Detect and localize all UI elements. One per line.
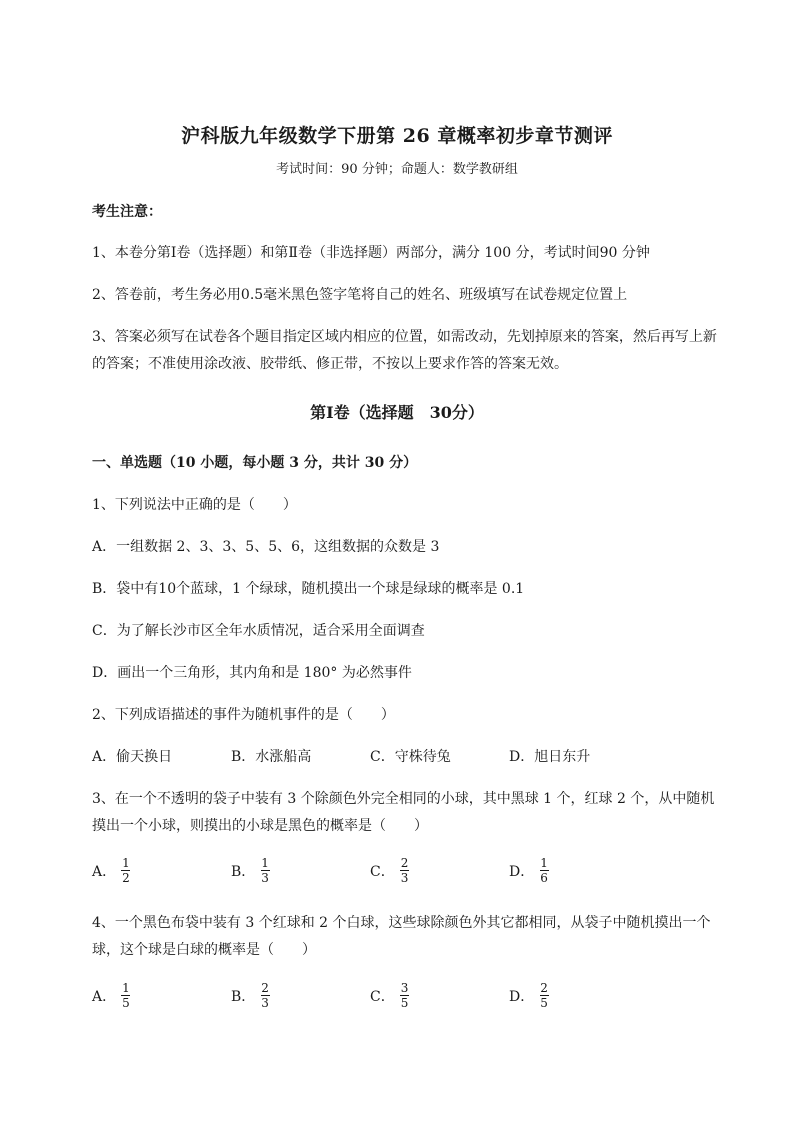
option-label: C．: [370, 988, 395, 1005]
fraction: [120, 856, 132, 885]
q1-option-d: D．画出一个三角形，其内角和是 180° 为必然事件: [92, 665, 412, 681]
denominator: 3: [400, 871, 409, 885]
page-title: 沪科版九年级数学下册第 26 章概率初步章节测评: [181, 125, 613, 147]
fraction: [538, 856, 550, 885]
fraction: [538, 981, 550, 1010]
q4-stem-line1: 4、一个黑色布袋中装有 3 个红球和 2 个白球，这些球除颜色外其它都相同，从袋子中随机摸出一个: [92, 915, 711, 931]
q4-option-b: [231, 981, 271, 1010]
numerator: 1: [122, 856, 130, 870]
part-heading: 一、单选题（10 小题，每小题 3 分，共计 30 分）: [92, 455, 418, 471]
numerator: 1: [261, 856, 269, 870]
q1-stem: 1、下列说法中正确的是（ ）: [92, 497, 297, 513]
q3-stem-line1: 3、在一个不透明的袋子中装有 3 个除颜色外完全相同的小球，其中黑球 1 个，红球 2 个，从中随机: [92, 791, 715, 807]
numerator: 2: [261, 981, 269, 995]
option-label: A．: [92, 988, 117, 1005]
note-item-3: 3、答案必须写在试卷各个题目指定区域内相应的位置，如需改动，先划掉原来的答案，然后再写上新: [92, 329, 717, 345]
fraction: [399, 981, 411, 1010]
q2-option-c: C．守株待兔: [370, 749, 451, 765]
q3-option-a: [92, 856, 132, 885]
exam-info: 考试时间：90 分钟；命题人：数学教研组: [276, 162, 518, 177]
q4-option-c: [370, 981, 410, 1010]
q1-option-b: B．袋中有10个蓝球，1 个绿球，随机摸出一个球是绿球的概率是 0.1: [92, 581, 525, 597]
fraction: [120, 981, 132, 1010]
section-title: 第Ⅰ卷（选择题 30分）: [310, 403, 484, 422]
q2-option-b: B．水涨船高: [231, 749, 312, 765]
option-label: C．: [370, 863, 395, 880]
option-label: B．: [231, 863, 256, 880]
q1-option-a: A．一组数据 2、3、3、5、5、6，这组数据的众数是 3: [92, 539, 440, 555]
denominator: 3: [261, 871, 269, 885]
option-label: D．: [509, 988, 535, 1005]
numerator: 1: [122, 981, 130, 995]
option-label: D．: [509, 863, 535, 880]
numerator: 2: [540, 981, 548, 995]
note-item-2: 2、答卷前，考生务必用0.5毫米黑色签字笔将自己的姓名、班级填写在试卷规定位置上: [92, 287, 628, 303]
numerator: 1: [540, 856, 548, 870]
denominator: 5: [540, 996, 548, 1010]
option-label: A．: [92, 863, 117, 880]
denominator: 5: [122, 996, 130, 1010]
denominator: 3: [261, 996, 269, 1010]
q3-stem-line2: 摸出一个小球，则摸出的小球是黑色的概率是（ ）: [92, 818, 428, 834]
fraction: [399, 856, 411, 885]
option-label: B．: [231, 988, 256, 1005]
q2-stem: 2、下列成语描述的事件为随机事件的是（ ）: [92, 707, 395, 723]
denominator: 5: [400, 996, 409, 1010]
fraction: [259, 981, 271, 1010]
denominator: 6: [540, 871, 548, 885]
notes-heading: 考生注意：: [92, 204, 162, 220]
numerator: 2: [400, 856, 409, 870]
fraction: [259, 856, 271, 885]
numerator: 3: [400, 981, 409, 995]
note-item-1: 1、本卷分第Ⅰ卷（选择题）和第Ⅱ卷（非选择题）两部分，满分 100 分，考试时间90 分钟: [92, 245, 650, 261]
q3-option-b: [231, 856, 271, 885]
q1-option-c: C．为了解长沙市区全年水质情况，适合采用全面调查: [92, 623, 425, 639]
q3-option-c: [370, 856, 410, 885]
note-item-3-cont: 的答案；不准使用涂改液、胶带纸、修正带，不按以上要求作答的答案无效。: [92, 356, 568, 372]
q4-option-a: [92, 981, 132, 1010]
q2-option-a: A．偷天换日: [92, 749, 173, 765]
q4-stem-line2: 球，这个球是白球的概率是（ ）: [92, 942, 316, 958]
q4-option-d: [509, 981, 550, 1010]
denominator: 2: [122, 871, 130, 885]
q2-option-d: D．旭日东升: [509, 749, 591, 765]
q3-option-d: [509, 856, 550, 885]
